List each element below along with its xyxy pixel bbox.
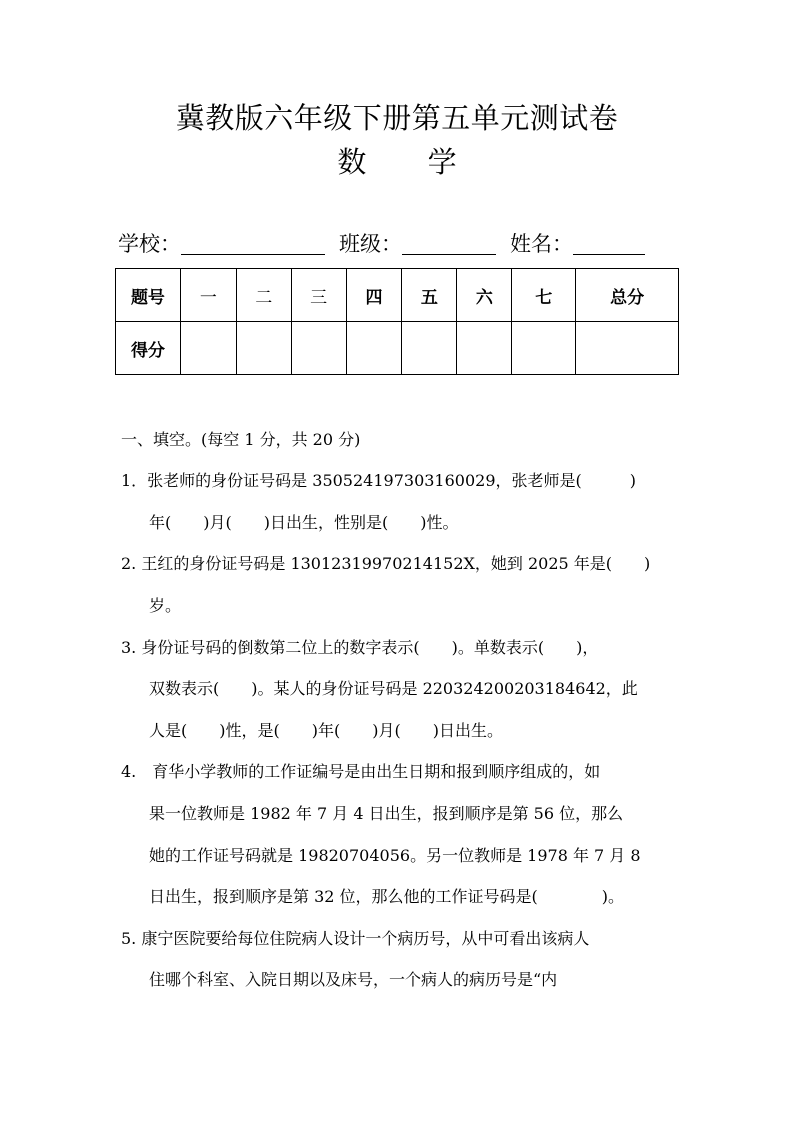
question-1-header: 一 (180, 269, 236, 322)
question-3-line-1: 3. 身份证号码的倒数第二位上的数字表示( )。单数表示( )， (121, 638, 599, 657)
score-cell (457, 322, 512, 375)
question-1-line-1: 1．张老师的身份证号码是 350524197303160029，张老师是( ) (121, 471, 636, 490)
question-5-line-1: 5. 康宁医院要给每位住院病人设计一个病历号，从中可看出该病人 (121, 929, 590, 948)
student-info-row (118, 228, 645, 258)
score-cell (180, 322, 236, 375)
score-table-score-row (116, 322, 679, 375)
question-6-header: 六 (457, 269, 512, 322)
question-3-line-2: 双数表示( )。某人的身份证号码是 220324200203184642，此 (149, 679, 638, 698)
question-5-line-2: 住哪个科室、入院日期以及床号，一个病人的病历号是“内 (149, 970, 558, 989)
question-number-label: 题号 (116, 269, 181, 322)
question-2-header: 二 (236, 269, 291, 322)
question-4-line-4: 日出生，报到顺序是第 32 位，那么他的工作证号码是( )。 (149, 887, 625, 906)
score-cell (291, 322, 346, 375)
score-cell (512, 322, 576, 375)
name-blank (573, 232, 645, 255)
question-4-line-1: 4. 育华小学教师的工作证编号是由出生日期和报到顺序组成的，如 (121, 762, 601, 781)
score-table-header-row (116, 269, 679, 322)
question-3-header: 三 (291, 269, 346, 322)
question-5-header: 五 (402, 269, 457, 322)
score-label: 得分 (116, 322, 181, 375)
score-cell (576, 322, 679, 375)
question-2-line-1: 2. 王红的身份证号码是 13012319970214152X，她到 2025 年是( ) (121, 554, 651, 573)
total-score-header: 总分 (576, 269, 679, 322)
section-1-heading: 一、填空。(每空 1 分，共 20 分) (121, 430, 361, 449)
name-label: 姓名： (510, 232, 573, 256)
class-blank (402, 232, 496, 255)
question-1-line-2: 年( )月( )日出生，性别是( )性。 (149, 513, 459, 532)
question-3-line-3: 人是( )性，是( )年( )月( )日出生。 (149, 721, 503, 740)
question-7-header: 七 (512, 269, 576, 322)
score-table (115, 268, 679, 375)
question-4-line-2: 果一位教师是 1982 年 7 月 4 日出生，报到顺序是第 56 位，那么 (149, 804, 624, 823)
exam-subject: 数 学 (337, 145, 483, 179)
score-cell (236, 322, 291, 375)
question-4-line-3: 她的工作证号码就是 19820704056。另一位教师是 1978 年 7 月 8 (149, 846, 641, 865)
score-cell (346, 322, 402, 375)
class-label: 班级： (339, 232, 402, 256)
exam-title: 冀教版六年级下册第五单元测试卷 (175, 101, 619, 135)
question-4-header: 四 (346, 269, 402, 322)
school-label: 学校： (118, 232, 181, 256)
question-2-line-2: 岁。 (149, 596, 182, 615)
school-blank (181, 232, 325, 255)
score-cell (402, 322, 457, 375)
